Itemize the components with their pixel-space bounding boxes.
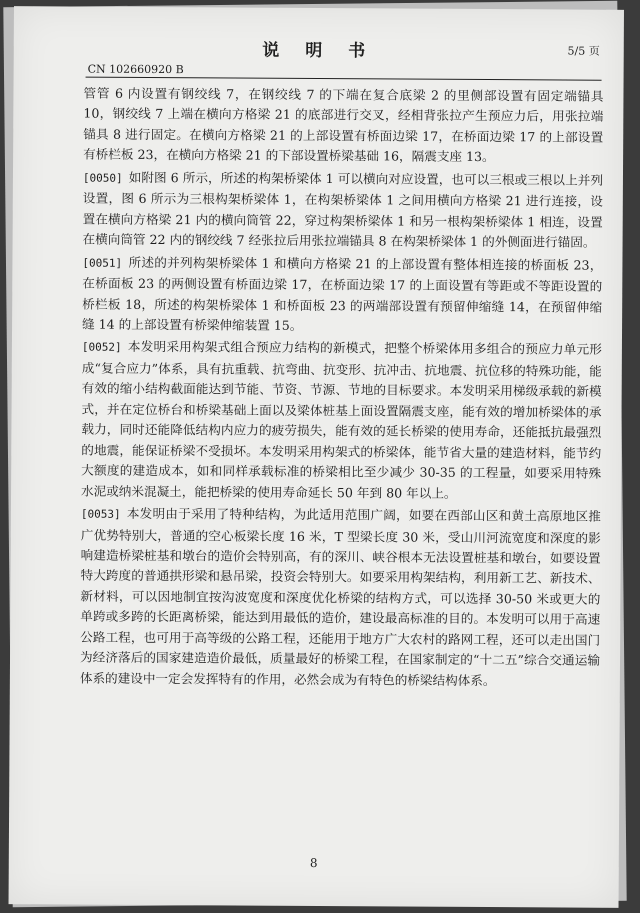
paragraph-0052 [81,337,602,505]
paragraph-number: [0050] [82,171,123,185]
paragraph-text: 如附图 6 所示，所述的构架桥梁体 1 可以横向对应设置，也可以三根或三根以上并列设置，图 6 所示为三根构架桥梁体 1，在构架桥梁体 1 之间用横向方格梁 21 进行连接，设置在横向方格梁 21 内的横向筒管 22，穿过构架桥梁体 1 和另一根构架桥梁体 1 相连，设置在横向筒管 22 内的钢绞线 7 经张拉后用张拉端锚具 8 在构架桥梁体 1 的外侧面进行锚固。 [82,169,604,250]
document-title: 说 明 书 [262,40,376,62]
paragraph-text: 管管 6 内设置有钢绞线 7，在钢绞线 7 的下端在复合底梁 2 的里侧部设置有固定端锚具 10，钢绞线 7 上端在横向方格梁 21 的底部进行交叉，经相背张拉产生预应力后，用张拉端锚具 8 进行固定。在横向方格梁 21 的上部设置有桥面边梁 17，在桥面边梁 17 的上部设置有桥栏板 23，在横向方格梁 21 的下部设置桥梁基础 16，隔震支座 13。 [83,85,604,165]
paragraph-text: 本发明采用构架式组合预应力结构的新模式，把整个桥梁体用多组合的预应力单元形成“复合应力”体系，具有抗重载、抗弯曲、抗变形、抗冲击、抗地震、抗位移的特殊功能，能有效的缩小结构截面能达到节能、节资、节源、节地的目标要求。本发明采用梯级承载的新模式，并在定位桥台和桥梁基础上面以及梁体桩基上面设置隔震支座，能有效的增加桥梁体的承载力，同时还能降低结构内应力的疲劳损失，能有效的延长桥梁的使用寿命，还能抵抗最强烈的地震，能保证桥梁不受损坏。本发明采用构架式的桥梁体，能节省大量的建造材料，能节约大额度的建造成本，如和同样承载标准的桥梁相比至少减少 30-35 的工程量，如要采用特殊水泥或纳米混凝土，能把桥梁的使用寿命延长 50 年到 80 年以上。 [81,339,602,501]
paragraph-number: [0053] [80,507,121,521]
paragraph-text: 本发明由于采用了特种结构，为此适用范围广阔，如要在西部山区和黄土高原地区推广优势特别大，普通的空心板梁长度 16 米，T 型梁长度 30 米，受山川河流宽度和深度的影响建造桥梁桩基和墩台的造价会特别高，有的深川、峡谷根本无法设置桩基和墩台，如要设置特大跨度的普通拱形梁和悬吊梁，投资会特别大。如要采用构架结构，利用新工艺、新技术、新材料，可以因地制宜按沟波宽度和深度优化桥梁的结构方式，可以选择 30-50 米或更大的单跨或多跨的长距离桥梁，能达到用最低的造价，建设最高标准的目的。本发明可以用于高速公路工程，也可用于高等级的公路工程，还能用于地方广大农村的路网工程，还可以走出国门为经济落后的国家建造造价最低，质量最好的桥梁工程，在国家制定的“十二五”综合交通运输体系的建设中一定会发挥特有的作用，必然会成为有特色的桥梁结构体系。 [79,505,601,688]
patent-number: CN 102660920 B [87,62,184,77]
document-body [80,84,604,692]
paragraph-0053 [80,504,601,692]
paragraph-text: 所述的并列构架桥梁体 1 和横向方格梁 21 的上部设置有整体相连接的桥面板 23，在桥面板 23 的两侧设置有桥面边梁 17，在桥面边梁 17 的上面设置有等距或不等距设置的桥栏板 18，所述的构架桥梁体 1 和桥面板 23 的两端部设置有预留伸缩缝 14，在预留伸缩缝 14 的上部设置有桥梁伸缩装置 15。 [82,254,603,333]
document-page [9,6,624,908]
paragraph-0051 [82,252,602,338]
paragraph-number: [0051] [82,256,123,270]
paragraph-number: [0052] [81,340,122,355]
header-divider [86,77,602,81]
page-fraction: 5/5 页 [567,44,600,58]
paragraph-0050 [83,167,603,253]
paragraph-continuation [83,84,603,169]
page-number: 8 [309,855,318,871]
